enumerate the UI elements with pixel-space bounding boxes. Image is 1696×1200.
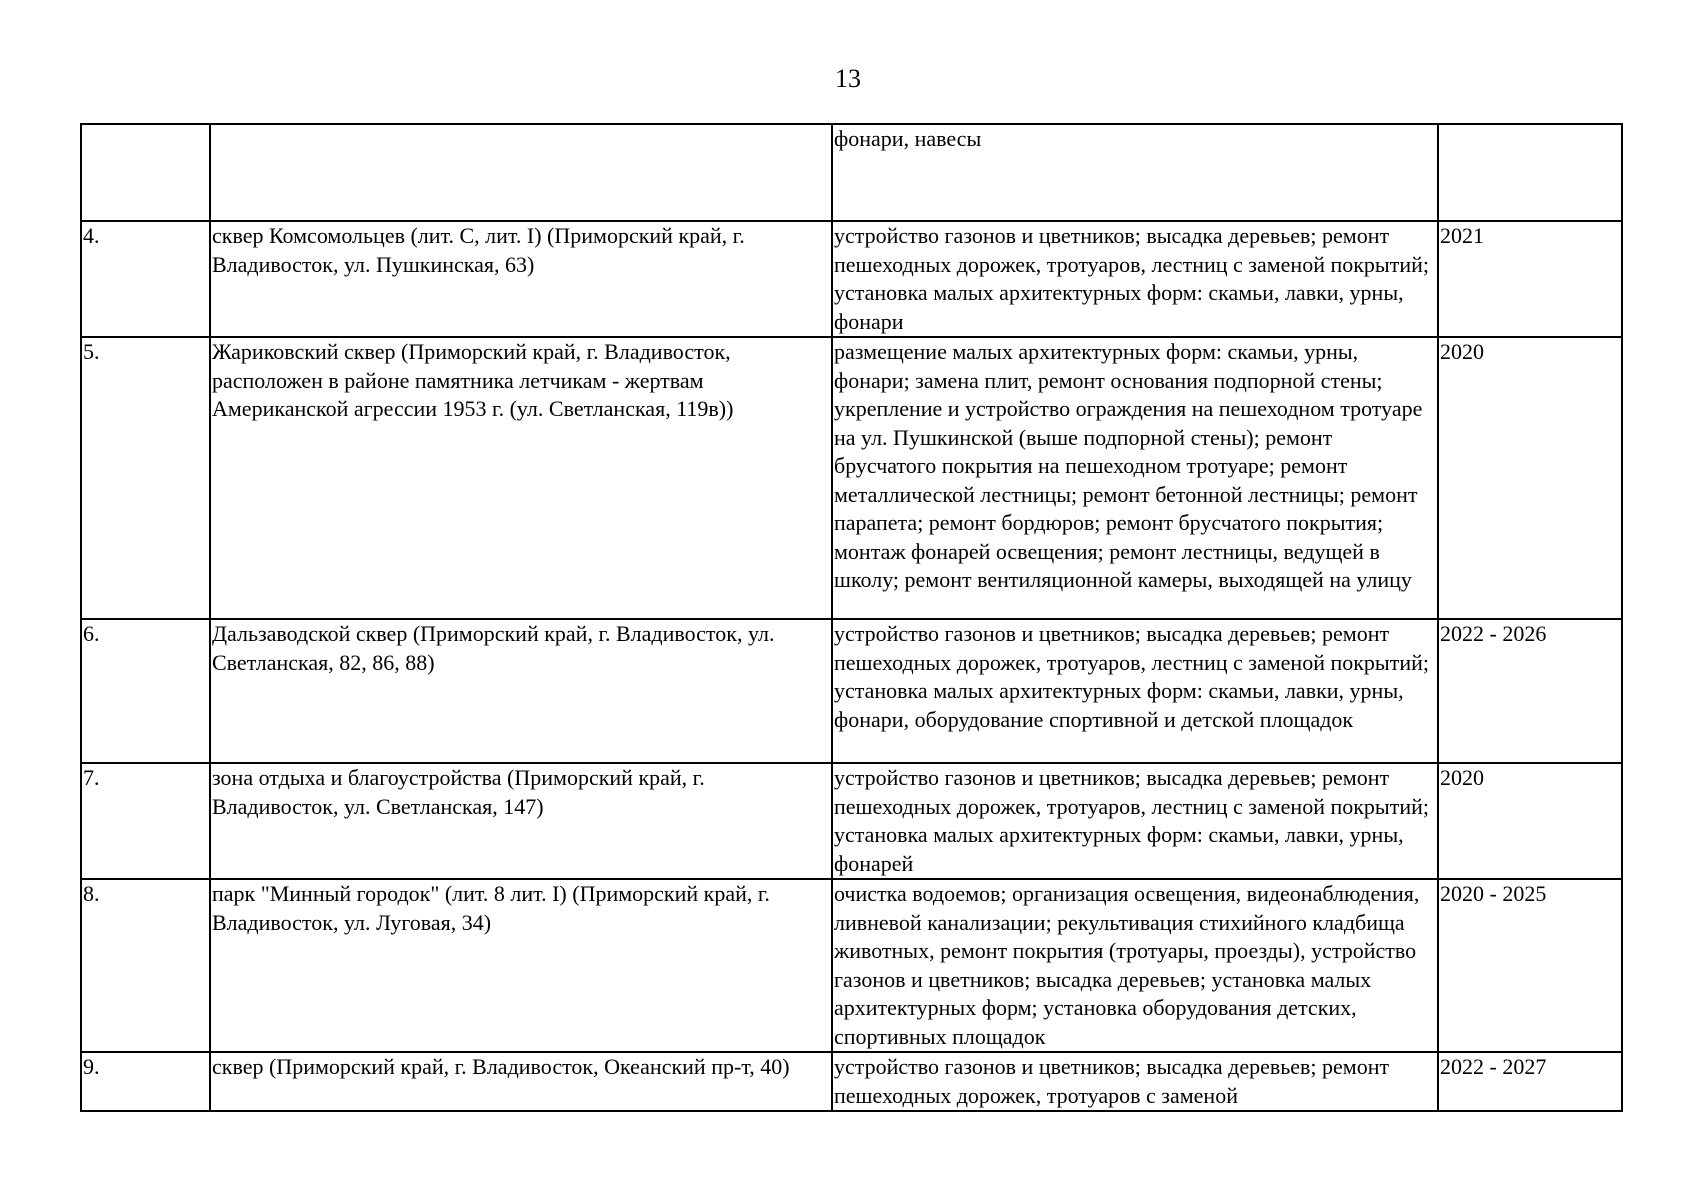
works-cell: фонари, навесы bbox=[832, 124, 1438, 221]
table-row bbox=[81, 221, 1622, 337]
row-number-cell: 4. bbox=[81, 221, 210, 337]
table-row bbox=[81, 763, 1622, 879]
works-cell: устройство газонов и цветников; высадка деревьев; ремонт пешеходных дорожек, тротуаров с заменой bbox=[832, 1052, 1438, 1111]
object-cell: Жариковский сквер (Приморский край, г. Владивосток, расположен в районе памятника летчикам - жертвам Американской агрессии 1953 г. (ул. Светланская, 119в)) bbox=[210, 337, 832, 619]
page-number: 13 bbox=[835, 64, 861, 93]
table-row bbox=[81, 879, 1622, 1052]
object-cell: зона отдыха и благоустройства (Приморский край, г. Владивосток, ул. Светланская, 147) bbox=[210, 763, 832, 879]
row-number-cell bbox=[81, 124, 210, 221]
years-cell: 2020 bbox=[1438, 337, 1622, 619]
works-cell: устройство газонов и цветников; высадка деревьев; ремонт пешеходных дорожек, тротуаров, лестниц с заменой покрытий; установка малых архитектурных форм: скамьи, лавки, урны, фонарей bbox=[832, 763, 1438, 879]
table-row bbox=[81, 1052, 1622, 1111]
years-cell: 2020 bbox=[1438, 763, 1622, 879]
object-cell: парк "Минный городок" (лит. 8 лит. I) (Приморский край, г. Владивосток, ул. Луговая, 34) bbox=[210, 879, 832, 1052]
works-cell: размещение малых архитектурных форм: скамьи, урны, фонари; замена плит, ремонт основания подпорной стены; укрепление и устройство ограждения на пешеходном тротуаре на ул. Пушкинской (выше подпорной стены); ремонт брусчатого покрытия на пешеходном тротуаре; ремонт металлической лестницы; ремонт бетонной лестницы; ремонт парапета; ремонт бордюров; ремонт брусчатого покрытия; монтаж фонарей освещения; ремонт лестницы, ведущей в школу; ремонт вентиляционной камеры, выходящей на улицу bbox=[832, 337, 1438, 619]
table-row bbox=[81, 619, 1622, 763]
years-cell bbox=[1438, 124, 1622, 221]
works-cell: устройство газонов и цветников; высадка деревьев; ремонт пешеходных дорожек, тротуаров, лестниц с заменой покрытий; установка малых архитектурных форм: скамьи, лавки, урны, фонари, оборудование спортивной и детской площадок bbox=[832, 619, 1438, 763]
row-number-cell: 7. bbox=[81, 763, 210, 879]
object-cell: сквер (Приморский край, г. Владивосток, Океанский пр-т, 40) bbox=[210, 1052, 832, 1111]
years-cell: 2022 - 2027 bbox=[1438, 1052, 1622, 1111]
object-cell bbox=[210, 124, 832, 221]
objects-table bbox=[80, 123, 1623, 1112]
works-cell: устройство газонов и цветников; высадка деревьев; ремонт пешеходных дорожек, тротуаров, лестниц с заменой покрытий; установка малых архитектурных форм: скамьи, лавки, урны, фонари bbox=[832, 221, 1438, 337]
table-row bbox=[81, 124, 1622, 221]
row-number-cell: 5. bbox=[81, 337, 210, 619]
years-cell: 2020 - 2025 bbox=[1438, 879, 1622, 1052]
row-number-cell: 6. bbox=[81, 619, 210, 763]
object-cell: сквер Комсомольцев (лит. С, лит. I) (Приморский край, г. Владивосток, ул. Пушкинская, 63) bbox=[210, 221, 832, 337]
row-number-cell: 9. bbox=[81, 1052, 210, 1111]
years-cell: 2021 bbox=[1438, 221, 1622, 337]
years-cell: 2022 - 2026 bbox=[1438, 619, 1622, 763]
table-row bbox=[81, 337, 1622, 619]
object-cell: Дальзаводской сквер (Приморский край, г. Владивосток, ул. Светланская, 82, 86, 88) bbox=[210, 619, 832, 763]
row-number-cell: 8. bbox=[81, 879, 210, 1052]
works-cell: очистка водоемов; организация освещения, видеонаблюдения, ливневой канализации; рекультивация стихийного кладбища животных, ремонт покрытия (тротуары, проезды), устройство газонов и цветников; высадка деревьев; установка малых архитектурных форм; установка оборудования детских, спортивных площадок bbox=[832, 879, 1438, 1052]
